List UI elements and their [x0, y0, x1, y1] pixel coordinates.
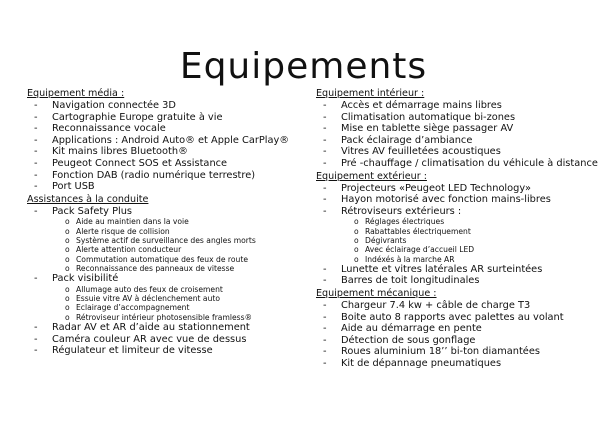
- dash-bullet: -: [34, 100, 38, 111]
- sub-list-item-label: Alerte risque de collision: [76, 226, 170, 236]
- list-item: [27, 123, 309, 135]
- circle-bullet: o: [354, 235, 359, 245]
- sub-list-item: [316, 236, 602, 245]
- circle-bullet: o: [65, 217, 70, 227]
- dash-bullet: -: [323, 111, 327, 123]
- sub-list-item-label: Aide au maintien dans la voie: [76, 217, 189, 227]
- page-title: Equipements: [179, 46, 428, 88]
- sub-list-item-label: Dégivrants: [365, 235, 407, 245]
- list-item-label: Rétroviseurs extérieurs :: [341, 205, 462, 217]
- list-item: [316, 323, 602, 335]
- dash-bullet: -: [323, 205, 327, 217]
- list-item: [316, 146, 602, 158]
- dash-bullet: -: [34, 169, 38, 181]
- sub-list-item-label: Réglages électriques: [365, 217, 445, 227]
- list-item-label: Radar AV et AR d’aide au stationnement: [52, 321, 250, 333]
- circle-bullet: o: [354, 254, 359, 264]
- section-heading-assistances-a-la-conduite: Assistances à la conduite: [27, 193, 149, 205]
- dash-bullet: -: [323, 157, 327, 169]
- list-item: [316, 135, 602, 147]
- list-item: [27, 112, 309, 124]
- dash-bullet: -: [34, 123, 38, 135]
- list-item: [27, 100, 309, 112]
- list-item: [27, 322, 309, 334]
- list-item: [316, 358, 602, 370]
- list-item-label: Chargeur 7.4 kw + câble de charge T3: [341, 300, 531, 312]
- sub-list-item-label: Rabattables électriquement: [365, 226, 471, 236]
- list-item: [27, 146, 309, 158]
- dash-bullet: -: [34, 157, 38, 169]
- list-item-label: Roues aluminium 18’’ bi-ton diamantées: [341, 346, 540, 358]
- circle-bullet: o: [354, 217, 359, 227]
- list-item-label: Pack Safety Plus: [52, 205, 133, 217]
- list-item-label: Mise en tablette siège passager AV: [341, 123, 514, 135]
- list-item: [316, 346, 602, 358]
- sub-list-item-label: Système actif de surveillance des angles morts: [76, 235, 256, 245]
- dash-bullet: -: [323, 194, 327, 206]
- equipment-list: [27, 100, 309, 193]
- sub-list-item: [316, 245, 602, 254]
- list-item: [316, 100, 602, 112]
- sub-list-item: [27, 313, 309, 322]
- equipment-list: [316, 183, 602, 287]
- list-item-label: Détection de sous gonflage: [341, 334, 476, 346]
- list-item: [316, 123, 602, 135]
- list-item: [27, 334, 309, 346]
- list-item-label: Peugeot Connect SOS et Assistance: [52, 157, 228, 169]
- dash-bullet: -: [34, 181, 38, 193]
- list-item-label: Lunette et vitres latérales AR surteintées: [341, 263, 543, 275]
- list-item: [27, 181, 309, 193]
- sub-list-item: [27, 264, 309, 273]
- circle-bullet: o: [65, 254, 70, 264]
- list-item: [316, 158, 602, 170]
- sub-list-item-label: Eclairage d’accompagnement: [76, 303, 190, 313]
- dash-bullet: -: [34, 146, 38, 158]
- circle-bullet: o: [65, 226, 70, 236]
- list-item-label: Caméra couleur AR avec vue de dessus: [52, 333, 247, 345]
- list-item-label: Hayon motorisé avec fonction mains-libres: [341, 194, 551, 206]
- list-item: [316, 275, 602, 287]
- circle-bullet: o: [65, 312, 70, 322]
- dash-bullet: -: [323, 275, 327, 287]
- circle-bullet: o: [354, 245, 359, 255]
- circle-bullet: o: [65, 303, 70, 313]
- circle-bullet: o: [65, 263, 70, 273]
- list-item-label: Kit mains libres Bluetooth®: [52, 146, 188, 158]
- list-item: [316, 183, 602, 195]
- dash-bullet: -: [323, 311, 327, 323]
- dash-bullet: -: [34, 333, 38, 345]
- circle-bullet: o: [65, 245, 70, 255]
- sub-list-item: [27, 303, 309, 312]
- list-item-label: Pré -chauffage / climatisation du véhicule à distance: [341, 157, 598, 169]
- section-heading-equipement-media: Equipement média :: [27, 88, 125, 99]
- list-item: [316, 194, 602, 206]
- list-item-label: Fonction DAB (radio numérique terrestre): [52, 169, 256, 181]
- dash-bullet: -: [323, 146, 327, 158]
- list-item-label: Port USB: [52, 181, 95, 193]
- dash-bullet: -: [34, 205, 38, 217]
- left-column: [27, 88, 309, 358]
- sub-list-item-label: Commutation automatique des feux de route: [76, 254, 248, 264]
- sub-list-item: [27, 217, 309, 226]
- sub-list-item-label: Rétroviseur intérieur photosensible framless®: [76, 312, 253, 322]
- circle-bullet: o: [65, 284, 70, 294]
- list-item-label: Navigation connectée 3D: [52, 100, 176, 111]
- list-item: [316, 312, 602, 324]
- sub-list-item-label: Indéxés à la marche AR: [365, 254, 455, 264]
- sub-list-item: [27, 285, 309, 294]
- list-item-label: Applications : Android Auto® et Apple CarPlay®: [52, 134, 290, 146]
- sub-list-item: [27, 294, 309, 303]
- list-item-label: Cartographie Europe gratuite à vie: [52, 111, 223, 123]
- section-heading-equipement-mecanique: Equipement mécanique :: [316, 288, 437, 300]
- list-item-label: Barres de toit longitudinales: [341, 275, 480, 287]
- dash-bullet: -: [323, 357, 327, 369]
- dash-bullet: -: [323, 100, 327, 111]
- dash-bullet: -: [323, 182, 327, 194]
- right-column: [316, 88, 602, 371]
- dash-bullet: -: [323, 323, 327, 335]
- sub-list-item: [27, 255, 309, 264]
- list-item-label: Climatisation automatique bi-zones: [341, 111, 516, 123]
- dash-bullet: -: [323, 300, 327, 312]
- sub-list-item: [27, 236, 309, 245]
- list-item: [27, 273, 309, 285]
- equipment-list: [27, 206, 309, 357]
- dash-bullet: -: [34, 134, 38, 146]
- dash-bullet: -: [34, 345, 38, 357]
- sub-list-item-label: Allumage auto des feux de croisement: [76, 284, 223, 294]
- list-item: [27, 170, 309, 182]
- list-item: [316, 335, 602, 347]
- list-item-label: Pack éclairage d’ambiance: [341, 134, 473, 146]
- circle-bullet: o: [65, 235, 70, 245]
- list-item: [27, 206, 309, 218]
- dash-bullet: -: [34, 111, 38, 123]
- dash-bullet: -: [323, 123, 327, 135]
- dash-bullet: -: [323, 334, 327, 346]
- dash-bullet: -: [323, 263, 327, 275]
- list-item-label: Pack visibilité: [52, 273, 119, 285]
- list-item-label: Aide au démarrage en pente: [341, 323, 482, 335]
- list-item: [316, 112, 602, 124]
- sub-list-item-label: Alerte attention conducteur: [76, 245, 182, 255]
- list-item: [316, 300, 602, 312]
- section-heading-equipement-exterieur: Equipement extérieur :: [316, 170, 427, 182]
- dash-bullet: -: [34, 321, 38, 333]
- section-heading-equipement-interieur: Equipement intérieur :: [316, 88, 425, 99]
- list-item-label: Régulateur et limiteur de vitesse: [52, 345, 213, 357]
- list-item-label: Kit de dépannage pneumatiques: [341, 357, 502, 369]
- equipment-list: [316, 100, 602, 170]
- equipment-list: [316, 300, 602, 370]
- list-item-label: Boite auto 8 rapports avec palettes au volant: [341, 311, 564, 323]
- circle-bullet: o: [65, 294, 70, 304]
- dash-bullet: -: [34, 273, 38, 285]
- sub-list-item: [316, 217, 602, 226]
- list-item: [27, 345, 309, 357]
- sub-list-item-label: Avec éclairage d’accueil LED: [365, 245, 475, 255]
- sub-list-item-label: Essuie vitre AV à déclenchement auto: [76, 294, 221, 304]
- list-item-label: Accès et démarrage mains libres: [341, 100, 502, 111]
- sub-list-item: [27, 245, 309, 254]
- list-item-label: Projecteurs «Peugeot LED Technology»: [341, 182, 531, 194]
- list-item: [27, 158, 309, 170]
- sub-list-item-label: Reconnaissance des panneaux de vitesse: [76, 263, 235, 273]
- sub-list-item: [27, 227, 309, 236]
- circle-bullet: o: [354, 226, 359, 236]
- list-item-label: Reconnaissance vocale: [52, 123, 166, 135]
- list-item: [316, 206, 602, 218]
- dash-bullet: -: [323, 134, 327, 146]
- list-item: [27, 135, 309, 147]
- sub-list-item: [316, 227, 602, 236]
- list-item: [316, 264, 602, 276]
- sub-list-item: [316, 255, 602, 264]
- dash-bullet: -: [323, 346, 327, 358]
- list-item-label: Vitres AV feuilletées acoustiques: [341, 146, 501, 158]
